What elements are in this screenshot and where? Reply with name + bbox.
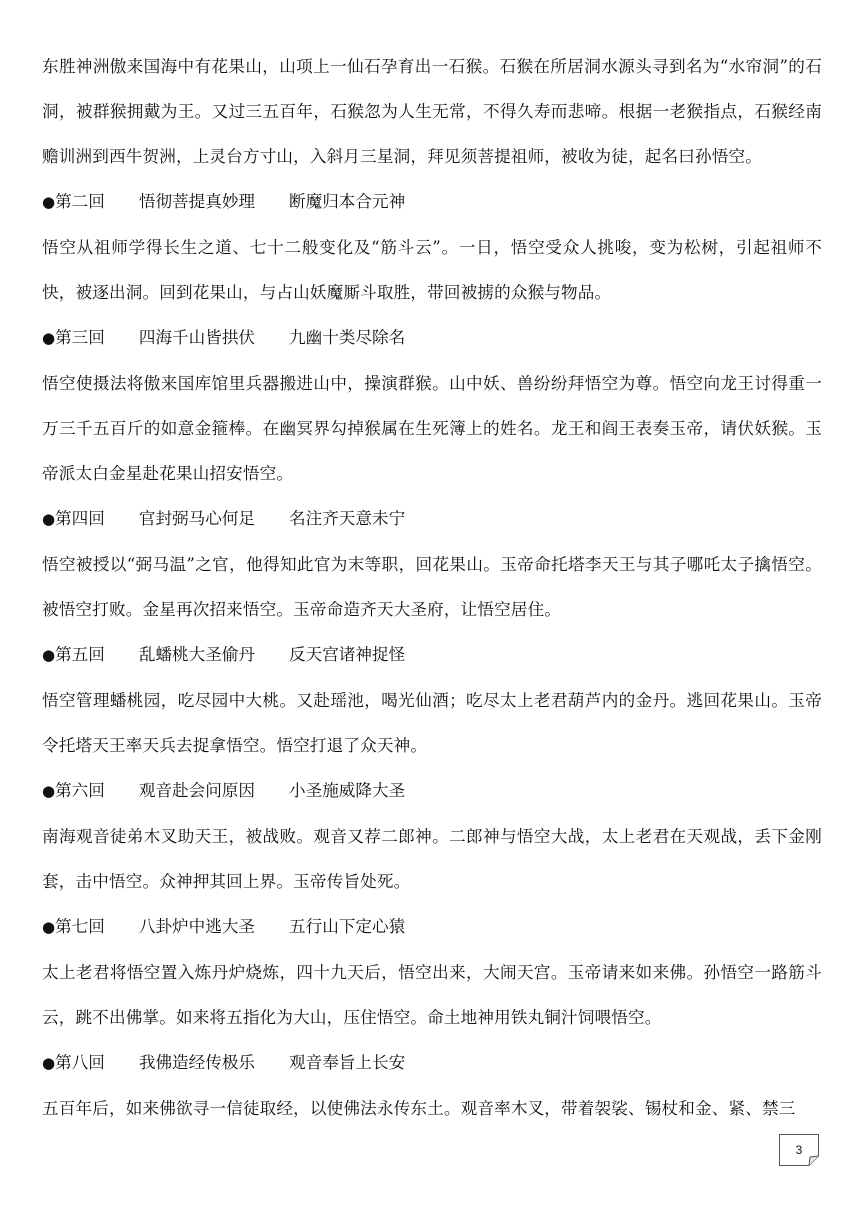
chapter-heading [42,315,822,361]
bullet-icon: ● [42,918,56,936]
chapter-title-line2: 小圣施威降大圣 [289,781,406,800]
chapter-title-line1: 四海千山皆拱伏 [138,328,256,347]
chapter-number: 第三回 [55,328,105,347]
chapter-section [42,1040,822,1131]
chapter-title-line2: 五行山下定心猿 [289,917,406,936]
page-number: 3 [795,1143,803,1157]
chapter-title-line2: 断魔归本合元神 [289,192,406,211]
chapter-number: 第六回 [55,781,105,800]
chapter-title-line2: 反天宫诸神捉怪 [289,645,406,664]
chapter-title-line2: 名注齐天意未宁 [289,509,406,528]
chapter-number: 第八回 [55,1053,105,1072]
chapter-heading [42,179,822,225]
chapter-summary: 太上老君将悟空置入炼丹炉烧炼，四十九天后，悟空出来，大闹天宫。玉帝请来如来佛。孙悟空一路筋斗云，跳不出佛掌。如来将五指化为大山，压住悟空。命土地神用铁丸铜汁饲喂悟空。 [42,963,822,1027]
chapter-heading [42,632,822,678]
bullet-icon: ● [42,510,56,528]
chapter-heading [42,768,822,814]
chapter-title-line1: 官封弼马心何足 [138,509,256,528]
chapter-title-line1: 观音赴会问原因 [138,781,256,800]
chapter-title-line1: 八卦炉中逃大圣 [138,917,256,936]
chapter-title-line2: 观音奉旨上长安 [289,1053,406,1072]
page-number-box [779,1134,819,1166]
chapter-section [42,315,822,496]
chapter-title-line1: 乱蟠桃大圣偷丹 [138,645,256,664]
chapter-number: 第五回 [55,645,105,664]
bullet-icon: ● [42,782,56,800]
document-body [42,44,822,1131]
intro-paragraph: 东胜神洲傲来国海中有花果山，山项上一仙石孕育出一石猴。石猴在所居洞水源头寻到名为“水帘洞”的石洞，被群猴拥戴为王。又过三五百年，石猴忽为人生无常，不得久寿而悲啼。根据一老猴指点，石猴经南赡训洲到西牛贺洲，上灵台方寸山，入斜月三星洞，拜见须菩提祖师，被收为徒，起名曰孙悟空。 [42,57,822,166]
chapter-section [42,496,822,632]
chapter-section [42,768,822,904]
chapter-summary: 悟空使摄法将傲来国库馆里兵器搬进山中，操演群猴。山中妖、兽纷纷拜悟空为尊。悟空向龙王讨得重一万三千五百斤的如意金箍棒。在幽冥界勾掉猴属在生死簿上的姓名。龙王和阎王表奏玉帝，请伏妖猴。玉帝派太白金星赴花果山招安悟空。 [42,374,822,483]
chapter-title-line1: 我佛造经传极乐 [138,1053,256,1072]
chapter-heading [42,496,822,542]
bullet-icon: ● [42,329,56,347]
bullet-icon: ● [42,193,56,211]
chapter-section [42,632,822,768]
bullet-icon: ● [42,1054,56,1072]
chapter-number: 第七回 [55,917,105,936]
chapter-number: 第二回 [55,192,105,211]
bullet-icon: ● [42,646,56,664]
chapter-section [42,904,822,1040]
chapter-section [42,179,822,315]
chapter-summary: 悟空从祖师学得长生之道、七十二般变化及“筋斗云”。一日，悟空受众人挑唆，变为松树，引起祖师不快，被逐出洞。回到花果山，与占山妖魔厮斗取胜，带回被掳的众猴与物品。 [42,238,822,302]
chapter-summary: 南海观音徒弟木叉助天王，被战败。观音又荐二郎神。二郎神与悟空大战，太上老君在天观战，丢下金刚套，击中悟空。众神押其回上界。玉帝传旨处死。 [42,827,822,891]
chapter-title-line2: 九幽十类尽除名 [289,328,406,347]
chapter-summary: 悟空管理蟠桃园，吃尽园中大桃。又赴瑶池，喝光仙酒；吃尽太上老君葫芦内的金丹。逃回花果山。玉帝令托塔天王率天兵去捉拿悟空。悟空打退了众天神。 [42,691,822,755]
chapter-summary: 悟空被授以“弼马温”之官，他得知此官为末等职，回花果山。玉帝命托塔李天王与其子哪吒太子擒悟空。被悟空打败。金星再次招来悟空。玉帝命造齐天大圣府，让悟空居住。 [42,555,822,619]
chapter-number: 第四回 [55,509,105,528]
chapter-heading [42,1040,822,1086]
chapter-summary: 五百年后，如来佛欲寻一信徒取经，以使佛法永传东土。观音率木叉，带着袈裟、锡杖和金、紧、禁三 [42,1099,796,1118]
chapter-title-line1: 悟彻菩提真妙理 [138,192,256,211]
chapter-heading [42,904,822,950]
